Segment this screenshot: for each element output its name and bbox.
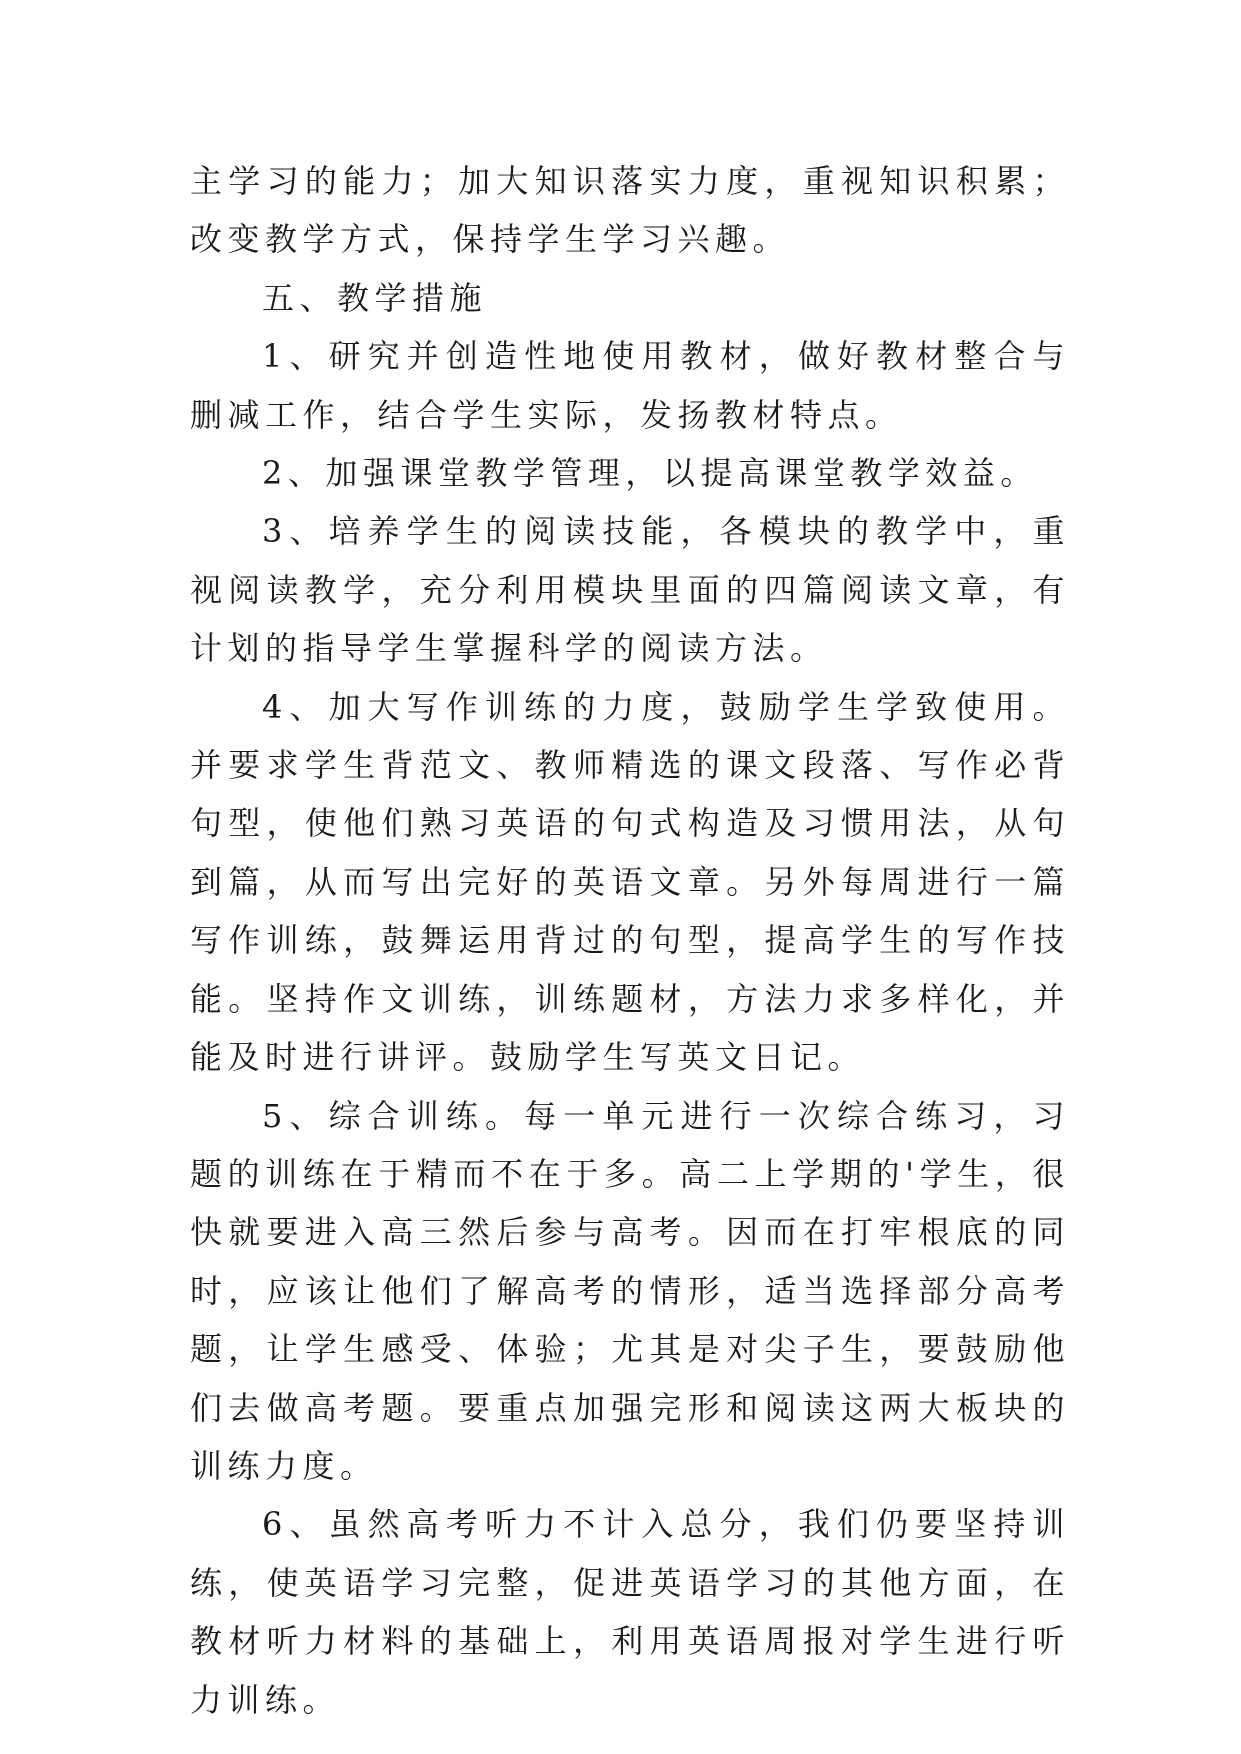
paragraph-measure-2: 2、加强课堂教学管理，以提高课堂教学效益。 <box>262 454 1038 493</box>
paragraph-measure-1: 1、研究并创造性地使用教材，做好教材整合与删减工作，结合学生实际，发扬教材特点。 <box>190 337 1070 434</box>
paragraph-measure-6: 6、虽然高考听力不计入总分，我们仍要坚持训练，使英语学习完整，促进英语学习的其他方面，在教材听力材料的基础上，利用英语周报对学生进行听力训练。 <box>190 1505 1070 1719</box>
paragraph-continuation: 主学习的能力；加大知识落实力度，重视知识积累；改变教学方式，保持学生学习兴趣。 <box>190 162 1070 259</box>
paragraph-measure-4: 4、加大写作训练的力度，鼓励学生学致使用。并要求学生背范文、教师精选的课文段落、写作必背句型，使他们熟习英语的句式构造及习惯用法，从句到篇，从而写出完好的英语文章。另外每周进行一篇写作训练，鼓舞运用背过的句型，提高学生的写作技能。坚持作文训练，训练题材，方法力求多样化，并能及时进行讲评。鼓励学生写英文日记。 <box>190 687 1070 1077</box>
section-heading-teaching-measures: 五、教学措施 <box>262 278 488 317</box>
document-body <box>190 152 1070 1729</box>
paragraph-measure-5: 5、综合训练。每一单元进行一次综合练习，习题的训练在于精而不在于多。高二上学期的'学生，很快就要进入高三然后参与高考。因而在打牢根底的同时，应该让他们了解高考的情形，适当选择部分高考题，让学生感受、体验；尤其是对尖子生，要鼓励他们去做高考题。要重点加强完形和阅读这两大板块的训练力度。 <box>190 1096 1070 1485</box>
paragraph-measure-3: 3、培养学生的阅读技能，各模块的教学中，重视阅读教学，充分利用模块里面的四篇阅读文章，有计划的指导学生掌握科学的阅读方法。 <box>190 512 1070 668</box>
